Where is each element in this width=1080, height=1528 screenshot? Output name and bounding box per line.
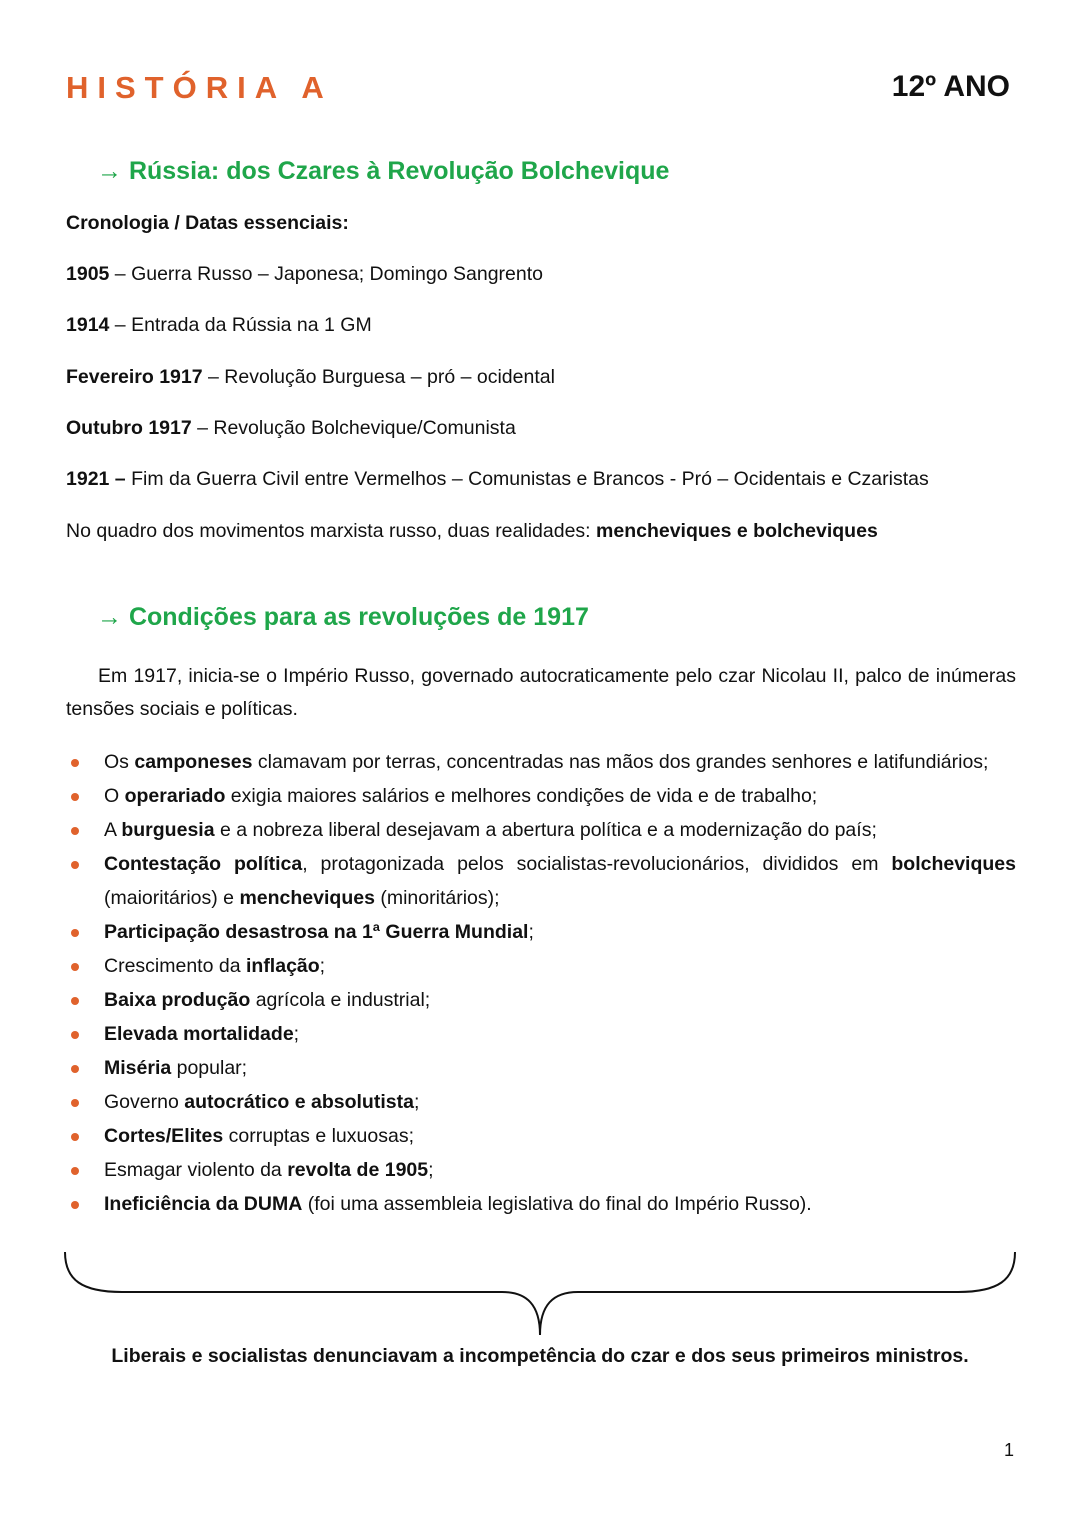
text: – Entrada da Rússia na 1 GM xyxy=(109,314,372,337)
text: agrícola e industrial; xyxy=(250,989,431,1011)
bold-text: 1921 – xyxy=(66,468,126,491)
text: Crescimento da xyxy=(104,955,246,977)
bullet-icon xyxy=(71,793,79,801)
text: corruptas e luxuosas; xyxy=(223,1125,414,1147)
school-year: 12º ANO xyxy=(891,70,1010,103)
bullet-icon xyxy=(71,827,79,835)
curly-brace xyxy=(62,1250,1018,1340)
bold-text: Elevada mortalidade xyxy=(104,1023,294,1045)
bold-text: Fevereiro 1917 xyxy=(66,365,203,388)
bold-text: Cortes/Elites xyxy=(104,1125,224,1147)
bold-text: mencheviques e bolcheviques xyxy=(596,519,878,542)
text: ; xyxy=(293,1023,300,1045)
text: A xyxy=(104,819,122,841)
chronology-line xyxy=(66,314,372,337)
list-item xyxy=(66,915,1016,949)
text: ; xyxy=(319,955,326,977)
page-number: 1 xyxy=(1003,1440,1014,1460)
text: (maioritários) e xyxy=(104,887,240,909)
list-item xyxy=(66,1085,1016,1119)
list-item xyxy=(66,1051,1016,1085)
bullet-icon xyxy=(71,929,79,937)
bullet-icon xyxy=(71,1031,79,1039)
text: Esmagar violento da xyxy=(104,1159,288,1181)
bold-text: Ineficiência da DUMA xyxy=(104,1193,303,1215)
bold-text: Baixa produção xyxy=(104,989,251,1011)
bullet-icon xyxy=(71,1201,79,1209)
text: No quadro dos movimentos marxista russo, duas realidades: xyxy=(66,519,597,542)
bold-text: inflação xyxy=(245,955,320,977)
list-item xyxy=(66,1017,1016,1051)
bold-text: Participação desastrosa na 1ª Guerra Mundial xyxy=(104,921,529,943)
section1-heading xyxy=(97,157,669,186)
bold-text: Contestação política xyxy=(104,853,303,875)
text: clamavam por terras, concentradas nas mãos dos grandes senhores e latifundiários; xyxy=(252,751,989,773)
chronology-line xyxy=(66,263,543,286)
text: O xyxy=(104,785,125,807)
bold-text: camponeses xyxy=(134,751,253,773)
bold-text: 1914 xyxy=(66,314,110,337)
bold-text: 1905 xyxy=(66,263,110,285)
bullet-icon xyxy=(71,963,79,971)
chronology-line xyxy=(66,366,555,389)
text: ; xyxy=(428,1159,434,1181)
text: exigia maiores salários e melhores condições de vida e de trabalho; xyxy=(225,785,818,807)
chronology-line xyxy=(66,468,929,491)
bullet-icon xyxy=(71,1133,79,1141)
bold-text: autocrático e absolutista xyxy=(184,1091,414,1113)
arrow-icon: → xyxy=(97,157,122,185)
list-item xyxy=(66,1153,1016,1187)
subject-title: HISTÓRIA A xyxy=(66,70,333,105)
text: Governo xyxy=(104,1091,185,1113)
conclusion: Liberais e socialistas denunciavam a incompetência do czar e dos seus primeiros ministros. xyxy=(111,1345,969,1367)
text: – Guerra Russo – Japonesa; Domingo Sangrento xyxy=(109,263,543,285)
bold-text: revolta de 1905 xyxy=(287,1159,429,1181)
bold-text: mencheviques xyxy=(239,887,375,909)
chronology-line xyxy=(66,520,878,543)
text: , protagonizada pelos socialistas-revolucionários, divididos em xyxy=(302,853,892,875)
chronology-line xyxy=(66,417,516,440)
intro-paragraph: Em 1917, inicia-se o Império Russo, governado autocraticamente pelo czar Nicolau II, palco de inúmeras tensões sociais e políticas. xyxy=(66,665,1016,720)
bold-text: Miséria xyxy=(104,1057,172,1079)
bullet-icon xyxy=(71,759,79,767)
chronology-title: Cronologia / Datas essenciais: xyxy=(66,212,349,234)
bullet-icon xyxy=(71,1167,79,1175)
section1-title: Rússia: dos Czares à Revolução Bolchevique xyxy=(128,157,670,185)
bold-text: bolcheviques xyxy=(891,853,1016,875)
bold-text: burguesia xyxy=(121,819,215,841)
bullet-icon xyxy=(71,861,79,869)
list-item xyxy=(66,949,1016,983)
text: Fim da Guerra Civil entre Vermelhos – Comunistas e Brancos - Pró – Ocidentais e Czaristas xyxy=(125,468,929,491)
bullet-icon xyxy=(71,997,79,1005)
section2-title: Condições para as revoluções de 1917 xyxy=(128,603,589,631)
list-item xyxy=(66,1187,1016,1221)
list-item xyxy=(66,813,1016,847)
arrow-icon: → xyxy=(97,603,122,631)
bold-text: Outubro 1917 xyxy=(66,416,192,439)
list-item xyxy=(66,779,1016,813)
text: e a nobreza liberal desejavam a abertura política e a modernização do país; xyxy=(214,819,877,841)
bold-text: operariado xyxy=(124,785,226,807)
bullet-icon xyxy=(71,1099,79,1107)
text: – Revolução Burguesa – pró – ocidental xyxy=(202,365,555,388)
text: – Revolução Bolchevique/Comunista xyxy=(191,416,516,439)
section2-heading xyxy=(97,603,589,632)
text: popular; xyxy=(171,1057,248,1079)
conditions-list xyxy=(66,745,1016,1221)
text: (minoritários); xyxy=(374,887,500,909)
text: ; xyxy=(413,1091,420,1113)
text: Os xyxy=(104,751,135,773)
list-item xyxy=(66,847,1016,915)
text: (foi uma assembleia legislativa do final do Império Russo). xyxy=(302,1193,812,1215)
list-item xyxy=(66,983,1016,1017)
bullet-icon xyxy=(71,1065,79,1073)
text: ; xyxy=(528,921,534,943)
list-item xyxy=(66,745,1016,779)
list-item xyxy=(66,1119,1016,1153)
